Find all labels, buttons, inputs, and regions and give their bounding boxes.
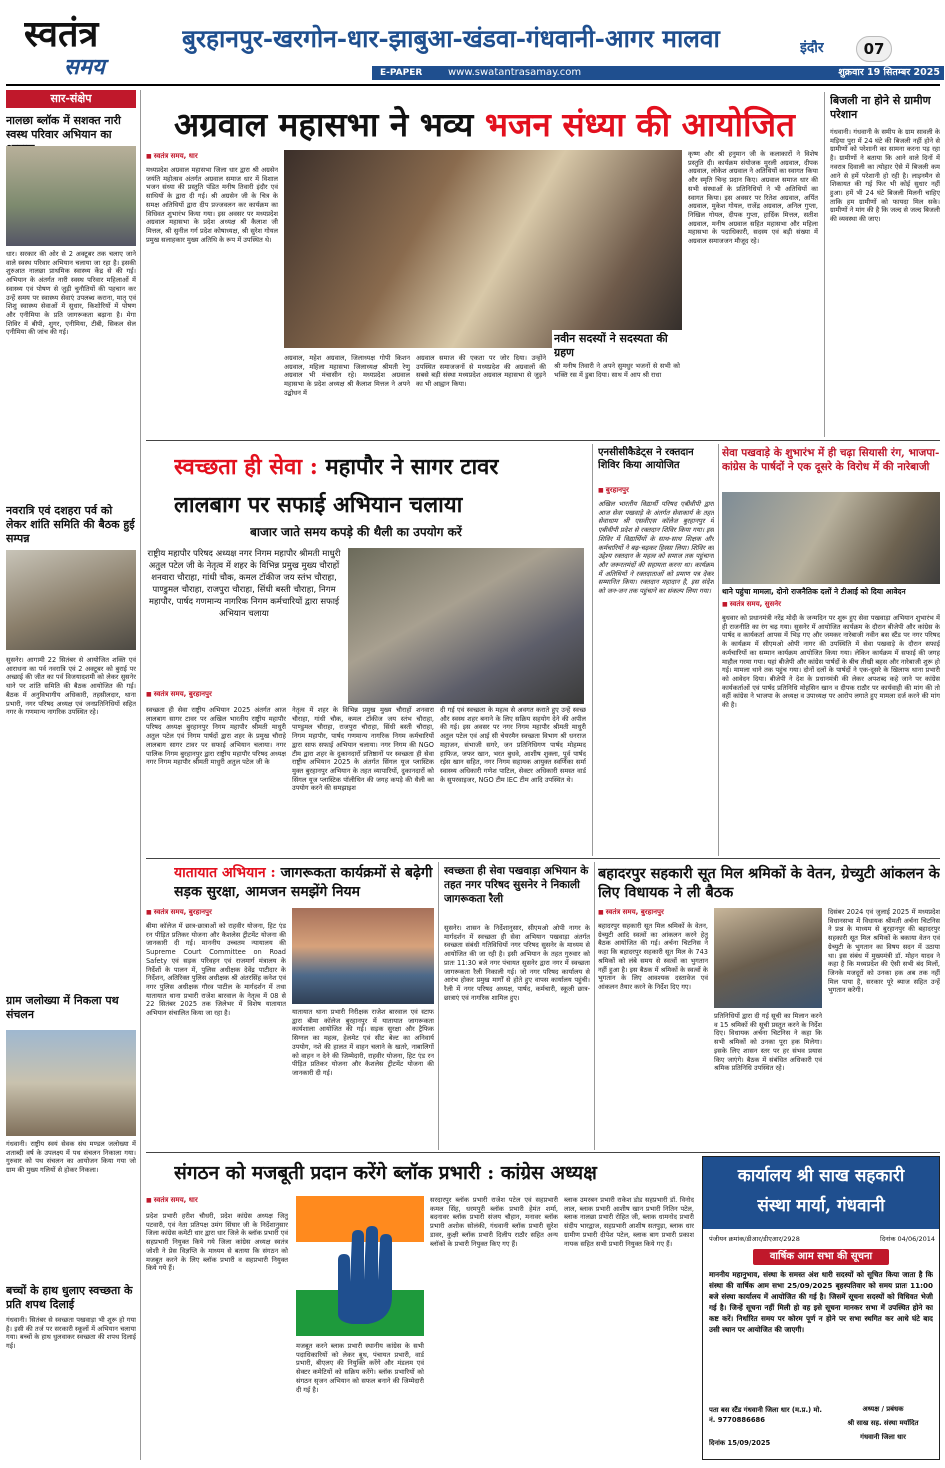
left-story1-headline: नालछा ब्लॉक में सशक्त नारी स्वस्थ परिवार अभियान का xyxy=(6,114,121,141)
right-top-body: गंधवानी। गंधवानी के समीप के ग्राम सावली के मड़िया पुरा में 24 घंटे की बिजली नहीं होने से ग्रामीणों को परेशानी का सामना करना पड़ रहा है। ग्रामीणों ने बताया कि आने वाले दिनों में नवरात्र दिवाली का त्योहार ऐसे में बिजली कम आने से हमें परेशानी हो रही है। लाइनमैन से शिकायत की गई फिर भी कोई सुधार नहीं हुआ। हमें भी 24 घंटे बिजली मिलनी चाहिए ताकि हम ग्रामीणों को फायदा मिल सके। ग्रामीणों ने मांग की है कि जल्द से जल्द बिजली की व्यवस्था की जाए। xyxy=(830,128,940,224)
right-top-story xyxy=(830,94,940,434)
left-story1-photo xyxy=(6,146,136,246)
mill-col1: बहादरपुर सहकारी सूत मिल श्रमिकों के वेतन, ग्रेच्युटी आदि स्वत्वों का आंकलन करने हेतु बैठक आयोजित की गई। अर्चना चिटनिस ने कहा कि बहादरपुर सहकारी सूत मिल के 743 श्रमिकों को लंबे समय से स्वत्वों का भुगतान नहीं हुआ है। इस बैठक में श्रमिकों के स्वत्वों के भुगतान के लिए आवश्यक दस्तावेज एवं आंकलन तैयार करने के निर्देश दिए गए। xyxy=(598,922,708,991)
left-story3-photo xyxy=(6,1030,136,1136)
left-story2-headline: नवरात्रि एवं दशहरा पर्व को लेकर शांति समिति की बैठक हुई सम्पन्न xyxy=(6,504,135,545)
swachhta-kicker: स्वच्छता ही सेवा : xyxy=(174,454,318,480)
left-story2-body: सुसनेर। आगामी 22 सितंबर से आयोजित शक्ति एवं आराधना का पर्व नवरात्रि एवं 2 अक्टूबर को बुराई पर अच्छाई की जीत का पर्व विजयादशमी को लेकर सुसनेर थाने पर शांति समिति की बैठक आयोजित की गई। बैठक में अनुविभागीय अधिकारी, तहसीलदार, थाना प्रभारी, नगर परिषद अध्यक्ष एवं जनप्रतिनिधियों सहित नगर के गणमान्य नागरिक उपस्थित रहे। xyxy=(6,656,136,717)
traffic-byline: ■ स्वतंत्र समय, बुरहानपुर xyxy=(146,908,296,917)
top-story-photo xyxy=(284,150,682,348)
top-story-inset-caption: नवीन सदस्यों ने सदस्यता की ग्रहण xyxy=(554,332,668,359)
top-story-col3: अग्रवाल समाज की एकता पर जोर दिया। उन्होंने उपस्थित समाजजनों से मध्यप्रदेश की अग्रवालों की सबसे बड़ी संस्था मध्यप्रदेश अग्रवाल महासभा से जुड़ने का भी आह्वान किया। xyxy=(416,354,546,389)
swachhta-col1: स्वच्छता ही सेवा राष्ट्रीय अभियान 2025 अंतर्गत आज लालबाग सागर टावर पर अखिल भारतीय राष्ट्रीय महापौर परिषद अध्यक्ष बुरहानपुर निगम महापौर श्रीमती माधुरी अतुल पटेल एवं निगम पार्षदों द्वारा शहर के प्रमुख चौराहे लालबाग सागर टावर पर सफाई अभियान चलाया। नगर पालिक निगम बुरहानपुर द्वारा राष्ट्रीय महापौर परिषद अध्यक्ष नगर निगम महापौर श्रीमती माधुरी अतुल पटेल जी के xyxy=(146,706,286,767)
top-story-headline-part2: भजन संध्या की आयोजित xyxy=(484,105,795,144)
row2-divider xyxy=(146,858,940,859)
city-label: इंदौर xyxy=(800,40,824,56)
left-story3-headline: ग्राम जलोख्या में निकला पथ संचलन xyxy=(6,994,119,1021)
region-title: बुरहानपुर-खरगोन-धार-झाबुआ-खंडवा-गंधवानी-आगर मालवा xyxy=(182,24,720,53)
right-top-headline: बिजली ना होने से ग्रामीण परेशान xyxy=(830,94,931,121)
notice-box xyxy=(702,1156,940,1460)
page-number: 07 xyxy=(856,36,892,62)
swachhta-col2: नेतृत्व में शहर के विभिन्न प्रमुख मुख्य चौराहों शनवारा चौराहा, गांधी चौक, कमल टॉकीज जय स्तंभ चौराहा, पाण्डुमल चौराहा, राजपुरा चौराहा, सिंधी बस्ती चौराहा, निगम महापौर, पार्षद गणमान्य नागरिक निगम कर्मचारियों द्वारा साफ सफाई अभियान चलाया। नगर निगम की NGO टीम द्वारा शहर के दुकानदारों प्रतिष्ठानों पर स्वच्छता ही सेवा राष्ट्रीय अभियान 2025 के अंतर्गत सिंगल यूज प्लास्टिक मुक्त बुरहानपुर अभियान के तहत व्यापारियों, दुकानदारों को सिंगल यूज प्लास्टिक पॉलीथिन की जगह कपड़े की थैली का उपयोग करने की समझाइश xyxy=(292,706,434,793)
mill-headline: बहादरपुर सहकारी सूत मिल श्रमिकों के वेतन, ग्रेच्युटी आंकलन के लिए विधायक ने ली बैठक xyxy=(598,865,940,901)
sewa-headline: सेवा पखवाड़े के शुभारंभ में ही चढ़ा सियासी रंग, भाजपा-कांग्रेस के पार्षदों ने एक दूसरे के विरोध में की नारेबाजी xyxy=(722,447,940,473)
mill-col3: दिसंबर 2024 एवं जुलाई 2025 में मध्यप्रदेश विधानसभा में विधायक श्रीमती अर्चना चिटनिस ने प्रश्न के माध्यम से बुरहानपुर की बहादरपुर सहकारी सूत मिल श्रमिकों के बकाया वेतन एवं ग्रेच्युटी के भुगतान का विषय सदन में उठाया था। इस संबंध में मुख्यमंत्री डॉ. मोहन यादव ने कहा है कि मध्यप्रदेश की ऐसी सभी बंद मिलों, जिनके मजदूरों को उनका हक अब तक नहीं मिल पाया है, सरकार पूरे ब्याज सहित उन्हें भुगतान करेगी। xyxy=(828,908,940,995)
row1-divider xyxy=(146,440,940,441)
ncc-body: अखिल भारतीय विद्यार्थी परिषद एबीवीपी द्वारा आज सेवा पखवाड़े के अंतर्गत सेवाकार्य के तहत सेवाधाम श्री एसवीएस कॉलेज बुरहानपुर में एबीवीपी प्रदेश से रक्तदान शिविर किया गया। इस शिविर में विद्यार्थियों के साथ-साथ शिक्षक और कर्मचारियों ने बढ़-चढ़कर हिस्सा लिया। शिविर का उद्देश्य रक्तदान के महत्व को समाज तक पहुंचाना और जरूरतमंदों की सहायता करना था। कार्यक्रम में अतिथियों ने रक्तदाताओं को प्रमाण पत्र देकर सम्मानित किया। रक्तदान महादान है, इस संदेश को जन-जन तक पहुंचाने का संकल्प लिया गया। xyxy=(598,500,714,596)
traffic-kicker: यातायात अभियान : xyxy=(174,865,276,881)
ncc-story xyxy=(598,446,714,856)
notice-signatory-name: श्री साख सह. संस्था मर्यादित xyxy=(847,1419,919,1427)
top-story-headline-part1: अग्रवाल महासभा ने भव्य xyxy=(174,105,474,144)
traffic-photo xyxy=(292,908,434,1004)
notice-reg-no: पंजीयन क्रमांक/डीआर/डीएआर/2928 xyxy=(709,1235,800,1243)
susner-headline: स्वच्छता ही सेवा पखवाड़ा अभियान के तहत नगर परिषद सुसनेर ने निकाली जागरूकता रैली xyxy=(444,865,589,905)
website[interactable]: www.swatantrasamay.com xyxy=(448,67,582,78)
left-story4-headline: बच्चों के हाथ धुलाए स्वच्छता के प्रति शपथ दिलाई xyxy=(6,1284,133,1311)
congress-col3: सरदारपुर ब्लॉक प्रभारी राजेश पटेल एवं सहप्रभारी कमल सिंह, धरमपुरी ब्लॉक प्रभारी हेमंत शर्मा, बदनावर ब्लॉक प्रभारी संजय चौहान, मनावर ब्लॉक प्रभारी अशोक सोलंकी, गंधवानी ब्लॉक प्रभारी सुरेश डावर, कुक्षी ब्लॉक प्रभारी दिलीप राठौर सहित अन्य ब्लॉकों के प्रभारी नियुक्त किए गए हैं। xyxy=(430,1196,558,1248)
susner-body: सुसनेर। शासन के निर्देशानुसार, सीएमओ ओपी नागर के मार्गदर्शन में स्वच्छता ही सेवा अभियान पखवाड़ा अंतर्गत स्वच्छता संबंधी गतिविधियों नगर परिषद सुसनेर के माध्यम से आयोजित की जा रही है। इसी अभियान के तहत गुरुवार को प्रातः 11:30 बजे नगर पंचायत सुसनेर द्वारा नगर में स्वच्छता जागरूकता रैली निकाली गई। जो नगर परिषद कार्यालय से आरंभ होकर प्रमुख मार्गों से होते हुए वापस कार्यालय पहुंची। रैली में नगर परिषद अध्यक्ष, पार्षद, कर्मचारी, स्कूली छात्र-छात्राएं एवं नागरिक शामिल हुए। xyxy=(444,924,590,1002)
congress-story xyxy=(146,1156,694,1460)
mill-story xyxy=(598,864,940,1150)
top-story-col4: कृष्ण और श्री हनुमान जी के कलाकारों ने विशेष प्रस्तुति दी। कार्यक्रम संयोजक मुरली अग्रवाल, दीपक अग्रवाल, लोकेश अग्रवाल ने अतिथियों का स्वागत किया और स्मृति चिन्ह प्रदान किए। अग्रवाल समाज धार की सभी संस्थाओं के प्रतिनिधियों ने भी अतिथियों का स्वागत किया। इस अवसर पर रितेश अग्रवाल, अर्पित अग्रवाल, मुकेश गोयल, राजेंद्र अग्रवाल, अनिल गुप्ता, निखिल गोयल, दीपक गुप्ता, हार्दिक मित्तल, सतीश अग्रवाल, मनीष अग्रवाल सहित महासभा और महिला महासभा के पदाधिकारी, सदस्य एवं बड़ी संख्या में अग्रवाल समाजजन मौजूद रहे। xyxy=(688,150,818,246)
congress-col2: मजबूत करने ब्लाक प्रभारी स्थानीय कांग्रेस के सभी पदाधिकारियों को लेकर बूथ, पंचायत प्रभारी, वार्ड प्रभारी, बीएलए की नियुक्ति करेंगे और मंडलम एवं सेक्टर कमेटियों को सक्रिय करेंगे। ब्लॉक प्रभारियों को संगठन सृजन अभियान को सफल बनाने की जिम्मेदारी दी गई है। xyxy=(296,1342,424,1394)
ncc-divider xyxy=(592,444,593,856)
swachhta-deck: राष्ट्रीय महापौर परिषद अध्यक्ष नगर निगम महापौर श्रीमती माधुरी अतुल पटेल जी के नेतृत्व में शहर के विभिन्न प्रमुख मुख्य चौराहों शनवारा चौराहा, गांधी चौक, कमल टॉकीज जय स्तंभ चौराहा, पाण्डुमल चौराहा, राजपुरा चौराहा, सिंधी बस्ती चौराहा, निगम महापौर, पार्षद गणमान्य नागरिक निगम कर्मचारियों द्वारा सफाई अभियान चलाया xyxy=(147,549,341,619)
left-story3-body: गंधवानी। राष्ट्रीय स्वयं सेवक संघ मण्डल जलोख्या में शताब्दी वर्ष के उपलक्ष्य में पथ संचलन निकाला गया। गुरुवार को पथ संचलन का आयोजन किया गया जो ग्राम की मुख्य गलियों से होकर निकला। xyxy=(6,1140,136,1175)
notice-title-band xyxy=(703,1157,939,1229)
mill-photo xyxy=(714,908,822,1008)
left-story2-photo xyxy=(6,550,136,650)
traffic-col2: यातायात थाना प्रभारी निरीक्षक राजेश बारवाल एवं स्टाफ द्वारा बीमा कॉलेज बुरहानपुर में यातायात जागरूकता कार्यशाला आयोजित की गई। सड़क सुरक्षा और ट्रैफिक सिग्नल का महत्व, हेलमेट एवं सीट बेल्ट का अनिवार्य उपयोग, नशे की हालत में वाहन चलाने के खतरे, नाबालिगों को वाहन न देने की जिम्मेदारी, राहवीर योजना, हिट एंड रन पीड़ित प्रतिकर योजना और कैशलेस ट्रीटमेंट योजना की जानकारी दी गई। xyxy=(292,1008,434,1077)
notice-address: पता बस स्टैंड गंधवानी जिला धार (म.प्र.) मो. नं. 9770886686 xyxy=(709,1406,822,1424)
congress-hand-icon xyxy=(296,1196,424,1336)
logo-top: स्वतंत्र xyxy=(24,14,99,54)
notice-signatory-place: गंधवानी जिला धार xyxy=(860,1433,906,1441)
congress-col4: ब्लाक उमरबन प्रभारी राकेश डोड सहप्रभारी डॉ. विनोद लाल, ब्लाक प्रभारी आशीष खान प्रभारी नितिन पटेल, ब्लाक नालछा प्रभारी रोहित जी, ब्लाक धामनोद प्रभारी संदीप भारद्वाज, सहप्रभारी आशीष सतपुड़ा, ब्लाक धार ग्रामीण प्रभारी दीपेश पटेल, ब्लाक बाग प्रभारी प्रकाश नायक सहित सभी प्रभारी नियुक्त किये गए हैं। xyxy=(564,1196,694,1248)
mill-divider xyxy=(594,862,595,1150)
swachhta-photo xyxy=(348,548,584,704)
traffic-headline: जागरूकता कार्यक्रमों से बढ़ेगी सड़क सुरक्षा, आमजन समझेंगे नियम xyxy=(174,865,433,900)
left-story1-body: धार। सरकार की ओर से 2 अक्टूबर तक चलाए जाने वाले स्वस्थ परिवार अभियान चलाया जा रहा है। इसकी शुरुआत नालछा प्राथमिक स्वास्थ्य केंद्र से की गई। अभियान के अंतर्गत नारी स्वस्थ परिवार महिलाओं में स्वास्थ्य एवं पोषण से जुड़ी चुनौतियों की पहचान कर उन्हें समय पर स्वास्थ्य सेवाएं उपलब्ध कराना, मातृ एवं शिशु स्वास्थ्य सेवाओं में सुधार, किशोरियों में पोषण और एनीमिया के प्रति जागरूकता बढ़ाना है। मेगा शिविर में बीपी, शुगर, एनीमिया, टीबी, सिकल सेल एनीमिया की जांच की गई। xyxy=(6,250,136,337)
top-story-col2: अग्रवाल, महेश अग्रवाल, जिलाध्यक्ष गोपी किशन अग्रवाल, महिला महासभा जिलाध्यक्ष श्रीमती रेणु अग्रवाल भी मंचासीन रहे। मध्यप्रदेश अग्रवाल महासभा के प्रदेश अध्यक्ष श्री कैलाश मित्तल ने अपने उद्बोधन में xyxy=(284,354,410,397)
date: शुक्रवार 19 सितम्बर 2025 xyxy=(838,67,940,78)
top-story xyxy=(146,92,820,437)
epaper-label: E-PAPER xyxy=(380,68,423,78)
sewa-story xyxy=(722,446,940,856)
top-story-headline xyxy=(174,102,814,148)
swachhta-col3: दी गई एवं स्वच्छता के महत्व से अवगत कराते हुए उन्हें स्वच्छ और स्वस्थ शहर बनाने के लिए सक्रिय सहयोग देने की अपील की गई। इस अवसर पर नगर निगम महापौर श्रीमती माधुरी अतुल पटेल एवं आई सी चेयरमैन स्वच्छता विभाग श्री धनराज महाजन, संभाजी सगरे, जन प्रतिनिधिगण पार्षद मोहम्मद हाफिज, जफर खान, भरत बुधवे, आशीष शुक्ला, पूर्व पार्षद रईस खान सहित, नगर निगम सहायक आयुक्त स्वर्णिका सर्मा स्वास्थ्य अधिकारी गणेश पाटिल, सेक्टर अधिकारी समस्त वार्ड के सुपरवाइजर, NGO टीम IEC टीम आदि उपस्थित थे। xyxy=(440,706,586,784)
susner-divider xyxy=(438,862,439,1150)
susner-story xyxy=(444,864,590,1150)
ncc-byline: ■ बुरहानपुर xyxy=(598,486,714,495)
top-story-byline: ■ स्वतंत्र समय, धार xyxy=(146,152,286,161)
swachhta-headline-line2: लालबाग पर सफाई अभियान चलाया xyxy=(174,492,463,518)
congress-hand-logo xyxy=(296,1196,424,1336)
sewa-photo-caption: थाने पहुंचा मामला, दोनो राजनैतिक दलों ने टीआई को दिया आवेदन xyxy=(722,587,906,596)
top-story-col1: मध्यप्रदेश अग्रवाल महासभा जिला धार द्वारा श्री अग्रसेन जयंति महोत्सव अंतर्गत अग्रवाल समाज धार में विशाल भजन संध्या की प्रस्तुति पंडित मनीष तिवारी इंदौर एवं साथियों के द्वारा दी गई। श्री अग्रसेन जी के चित्र के समक्ष अतिथियों द्वारा दीप प्रज्जवलन कर कार्यक्रम का विधिवत शुभारंभ किया गया। इस अवसर पर मध्यप्रदेश अग्रवाल महासभा के प्रदेश अध्यक्ष श्री कैलाश जी मित्तल, श्री सुनील गर्ग प्रदेश कोषाध्यक्ष, श्री सुरेश गोयल प्रमुख सलाहकार मुख्य अतिथि के रूप में उपस्थित थे। xyxy=(146,166,278,244)
masthead xyxy=(0,0,945,84)
sewa-byline: ■ स्वतंत्र समय, सुसनेर xyxy=(722,600,940,609)
notice-signatory-title: अध्यक्ष / प्रबंधक xyxy=(862,1405,904,1413)
row3-divider xyxy=(146,1152,940,1153)
notice-title-line1: कार्यालय श्री साख सहकारी xyxy=(737,1166,905,1186)
mill-col2: प्रतिनिधियों द्वारा दी गई सूची का मिलान करने व 15 श्रमिकों की सूची प्रस्तुत करने के निर्देश दिए। विधायक अर्चना चिटनिस ने कहा कि सभी श्रमिकों को उनका पूरा हक मिलेगा। इसके लिए शासन स्तर पर हर संभव प्रयास किए जाएंगे। बैठक में संबंधित अधिकारी एवं श्रमिक प्रतिनिधि उपस्थित रहे। xyxy=(714,1012,822,1073)
left-column xyxy=(6,90,136,1460)
top-story-inset-text: श्री मनीष तिवारी ने अपने सुमधुर भजनों से सभी को भक्ति रस में डुबा दिया। साथ में आप श्री राधा xyxy=(554,362,680,379)
traffic-col1: बीमा कॉलेज में छात्र-छात्राओं को राहवीर योजना, हिट एंड रन पीड़ित प्रतिकर योजना और कैशलेस ट्रीटमेंट योजना की जानकारी दी गई। माननीय उच्चतम न्यायालय की Supreme Court Committee on Road Safety एवं सड़क परिवहन एवं राजमार्ग मंत्रालय के निर्देशों के पालन में, पुलिस अधीक्षक देवेंद्र पाटीदार के निर्देशन, अतिरिक्त पुलिस अधीक्षक श्री अंतरसिंह कनेश एवं नगर पुलिस अधीक्षक गौरव पाटील के मार्गदर्शन में तथा यातायात थाना प्रभारी राजेश बारवाल के नेतृत्व में 08 से 22 सितंबर 2025 तक जिलेभर में विशेष यातायात अभियान संचालित किया जा रहा है। xyxy=(146,922,286,1018)
notice-reg-date: दिनांक 04/06/2014 xyxy=(880,1235,935,1243)
congress-col1: प्रदेश प्रभारी हरीश चौधरी, प्रदेश कांग्रेस अध्यक्ष जितु पटवारी, एवं नेता प्रतिपक्ष उमंग सिंघार जी के निर्देशानुसार जिला कांग्रेस कमेटी धार द्वारा धार जिले के ब्लॉक प्रभारी एवं सहप्रभारी नियुक्त किये गये जिला कांग्रेस अध्यक्ष स्वतंत्र जोशी ने प्रेस विज्ञप्ति के माध्यम से बताया कि संगठन को मजबूत करने के लिए ब्लॉक प्रभारी व सहप्रभारी नियुक्त किये गये हैं। xyxy=(146,1212,288,1273)
right-top-divider xyxy=(824,92,825,437)
left-column-divider xyxy=(140,90,141,1460)
ncc-headline: एनसीसीकैडेट्स ने रक्तदान शिविर किया आयोजित xyxy=(598,447,694,471)
sewa-divider xyxy=(718,444,719,856)
swachhta-headline1 xyxy=(174,450,584,484)
swachhta-byline: ■ स्वतंत्र समय, बुरहानपुर xyxy=(146,690,342,699)
swachhta-subhead: बाजार जाते समय कपड़े की थैली का उपयोग करें xyxy=(250,525,462,539)
swachhta-headline-line1: महापौर ने सागर टावर xyxy=(325,454,499,480)
swachhta-story xyxy=(146,444,586,856)
notice-heading: वार्षिक आम सभा की सूचना xyxy=(753,1249,889,1265)
logo-bottom: समय xyxy=(64,54,105,80)
congress-headline: संगठन को मजबूती प्रदान करेंगे ब्लॉक प्रभारी : कांग्रेस अध्यक्ष xyxy=(174,1162,597,1184)
traffic-story xyxy=(146,862,434,1150)
notice-body: माननीय महानुभाव, संस्था के समस्त अंश धारी सदस्यों को सूचित किया जाता है कि संस्था की वार्षिक आम सभा 25/09/2025 बृहस्पतिवार को समय प्रातः 11:00 बजे संस्था कार्यालय में आयोजित की गई है। जिसमें सूचना सदस्यों को विधिवत भेजी गई है। जिन्हें सूचना नहीं मिली हो वह इसे सूचना मानकर सभा में उपस्थित होने का कष्ट करें। निर्धारित समय पर कोरम पूर्ण न होने पर सभा स्थगित कर आधे घंटे बाद उसी स्थान पर आयोजित की जाएगी। xyxy=(709,1270,933,1334)
left-story4-body: गंधवानी। सितंबर से स्वच्छता पखवाड़ा भी शुरू हो गया है। इसी की तर्ज पर सरकारी स्कूलों में अभियान चलाया गया। बच्चों के हाथ धुलवाकर स्वच्छता की शपथ दिलाई गई। xyxy=(6,1316,136,1351)
notice-date: दिनांक 15/09/2025 xyxy=(709,1439,771,1447)
masthead-divider xyxy=(6,84,940,86)
section-label: सार-संक्षेप xyxy=(6,90,136,108)
notice-title-line2: संस्था मार्या, गंधवानी xyxy=(757,1196,885,1216)
logo xyxy=(24,14,152,84)
sewa-body: बुधवार को प्रधानमंत्री नरेंद्र मोदी के जन्मदिन पर शुरू हुए सेवा पखवाड़ा अभियान शुभारंभ में ही राजनीति का रंग चढ़ गया। सुसनेर में आयोजित कार्यक्रम के दौरान बीजेपी और कांग्रेस के पार्षद व कार्यकर्ता आपस में भिड़ गए और जमकर नारेबाजी नवीन बस स्टैंड पर नगर परिषद के कार्यक्रम में सीएमओ ओपी नागर की उपस्थिति में सेवा पखवाड़े के दौरान सफाई कर्मचारियों का सम्मान कार्यक्रम आयोजित किया गया। लेकिन कार्यक्रम में सफाई की जगह माहौल गरमा गया। यहां बीजेपी और कांग्रेस पार्षदों के बीच तीखी बहस और नारेबाजी शुरू हो गई। मामला थाने तक पहुंच गया। दोनों दलों के पार्षदों ने एक-दूसरे के खिलाफ थाना प्रभारी को आवेदन दिया। बीजेपी ने देश के प्रधानमंत्री की लेकर अपशब्द कहे जाने पर कांग्रेस कार्यकर्ताओं एवं पार्षद प्रतिनिधि मोहसिन खान व दीपक राठौर पर कार्यवाही की मांग की तो वहीं कांग्रेस ने भाजपा के अध्यक्ष व उपाध्यक्ष पर आरोप लगाते हुए मामला दर्ज करने की मांग की है। xyxy=(722,614,940,710)
mill-byline: ■ स्वतंत्र समय, बुरहानपुर xyxy=(598,908,708,917)
sewa-photo xyxy=(722,492,940,584)
traffic-headline-block xyxy=(174,864,434,902)
top-story-inset xyxy=(552,330,682,434)
congress-byline: ■ स्वतंत्र समय, धार xyxy=(146,1196,286,1205)
page-number-block xyxy=(800,36,900,64)
